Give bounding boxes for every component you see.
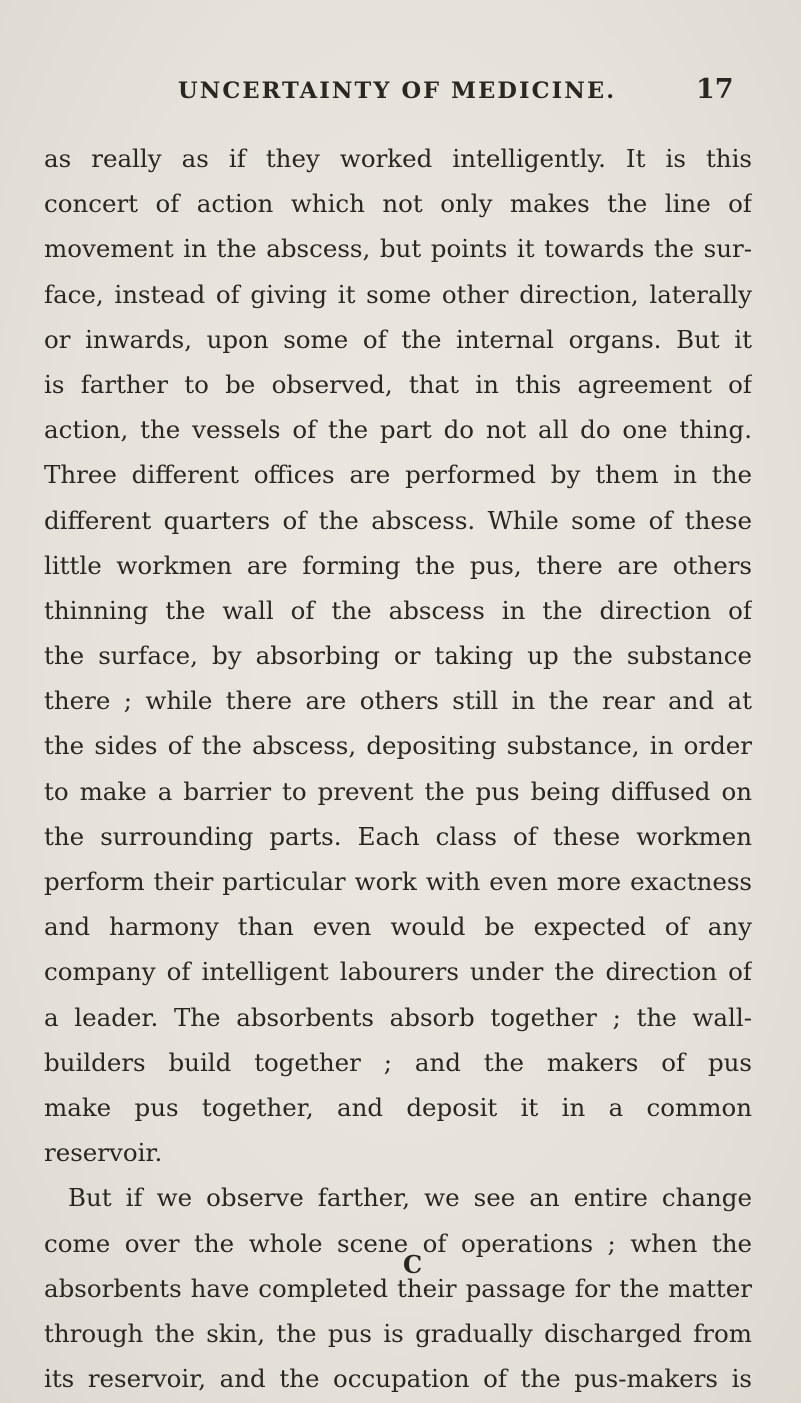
text-line: little workmen are forming the pus, there are others	[44, 550, 752, 580]
text-line: to make a barrier to prevent the pus being diffused on	[44, 776, 752, 806]
text-line: or inwards, upon some of the internal organs. But it	[44, 324, 752, 354]
text-line: different quarters of the abscess. While some of these	[44, 505, 752, 535]
text-line: movement in the abscess, but points it towards the sur-	[44, 234, 752, 264]
text-line: is farther to be observed, that in this agreement of	[44, 369, 752, 399]
text-line: builders build together ; and the makers of pus	[44, 1047, 752, 1077]
page-number: 17	[696, 74, 734, 105]
text-line: come over the whole scene of operations ; when the	[44, 1228, 752, 1258]
text-line: action, the vessels of the part do not all do one thing.	[44, 415, 752, 445]
running-title: UNCERTAINTY OF MEDICINE.	[178, 78, 617, 104]
text-line: make pus together, and deposit it in a common	[44, 1092, 752, 1122]
signature-mark: C	[403, 1250, 423, 1279]
text-line: Three different offices are performed by them in the	[44, 460, 752, 490]
text-line: But if we observe farther, we see an entire change	[68, 1183, 752, 1213]
text-line: absorbents have completed their passage for the matter	[44, 1273, 752, 1303]
text-line: concert of action which not only makes the line of	[44, 189, 752, 219]
text-line: there ; while there are others still in the rear and at	[44, 686, 752, 716]
text-line: reservoir.	[44, 1138, 163, 1168]
body-text	[44, 136, 752, 1401]
text-line: perform their particular work with even more exactness	[44, 867, 752, 896]
text-line: company of intelligent labourers under the direction of	[44, 957, 752, 987]
text-line: through the skin, the pus is gradually discharged from	[44, 1318, 752, 1348]
text-line: its reservoir, and the occupation of the pus-makers is	[44, 1364, 752, 1394]
text-line: the surface, by absorbing or taking up the substance	[44, 641, 752, 671]
text-line: the sides of the abscess, depositing substance, in order	[44, 731, 752, 761]
text-line: and harmony than even would be expected of any	[44, 912, 752, 942]
text-line: thinning the wall of the abscess in the direction of	[44, 595, 752, 625]
text-line: a leader. The absorbents absorb together ; the wall-	[44, 1002, 752, 1032]
page-header	[0, 74, 801, 118]
text-line: face, instead of giving it some other direction, laterally	[44, 279, 752, 309]
text-line: the surrounding parts. Each class of these workmen	[44, 821, 752, 851]
text-line: as really as if they worked intelligently. It is this	[44, 144, 752, 173]
